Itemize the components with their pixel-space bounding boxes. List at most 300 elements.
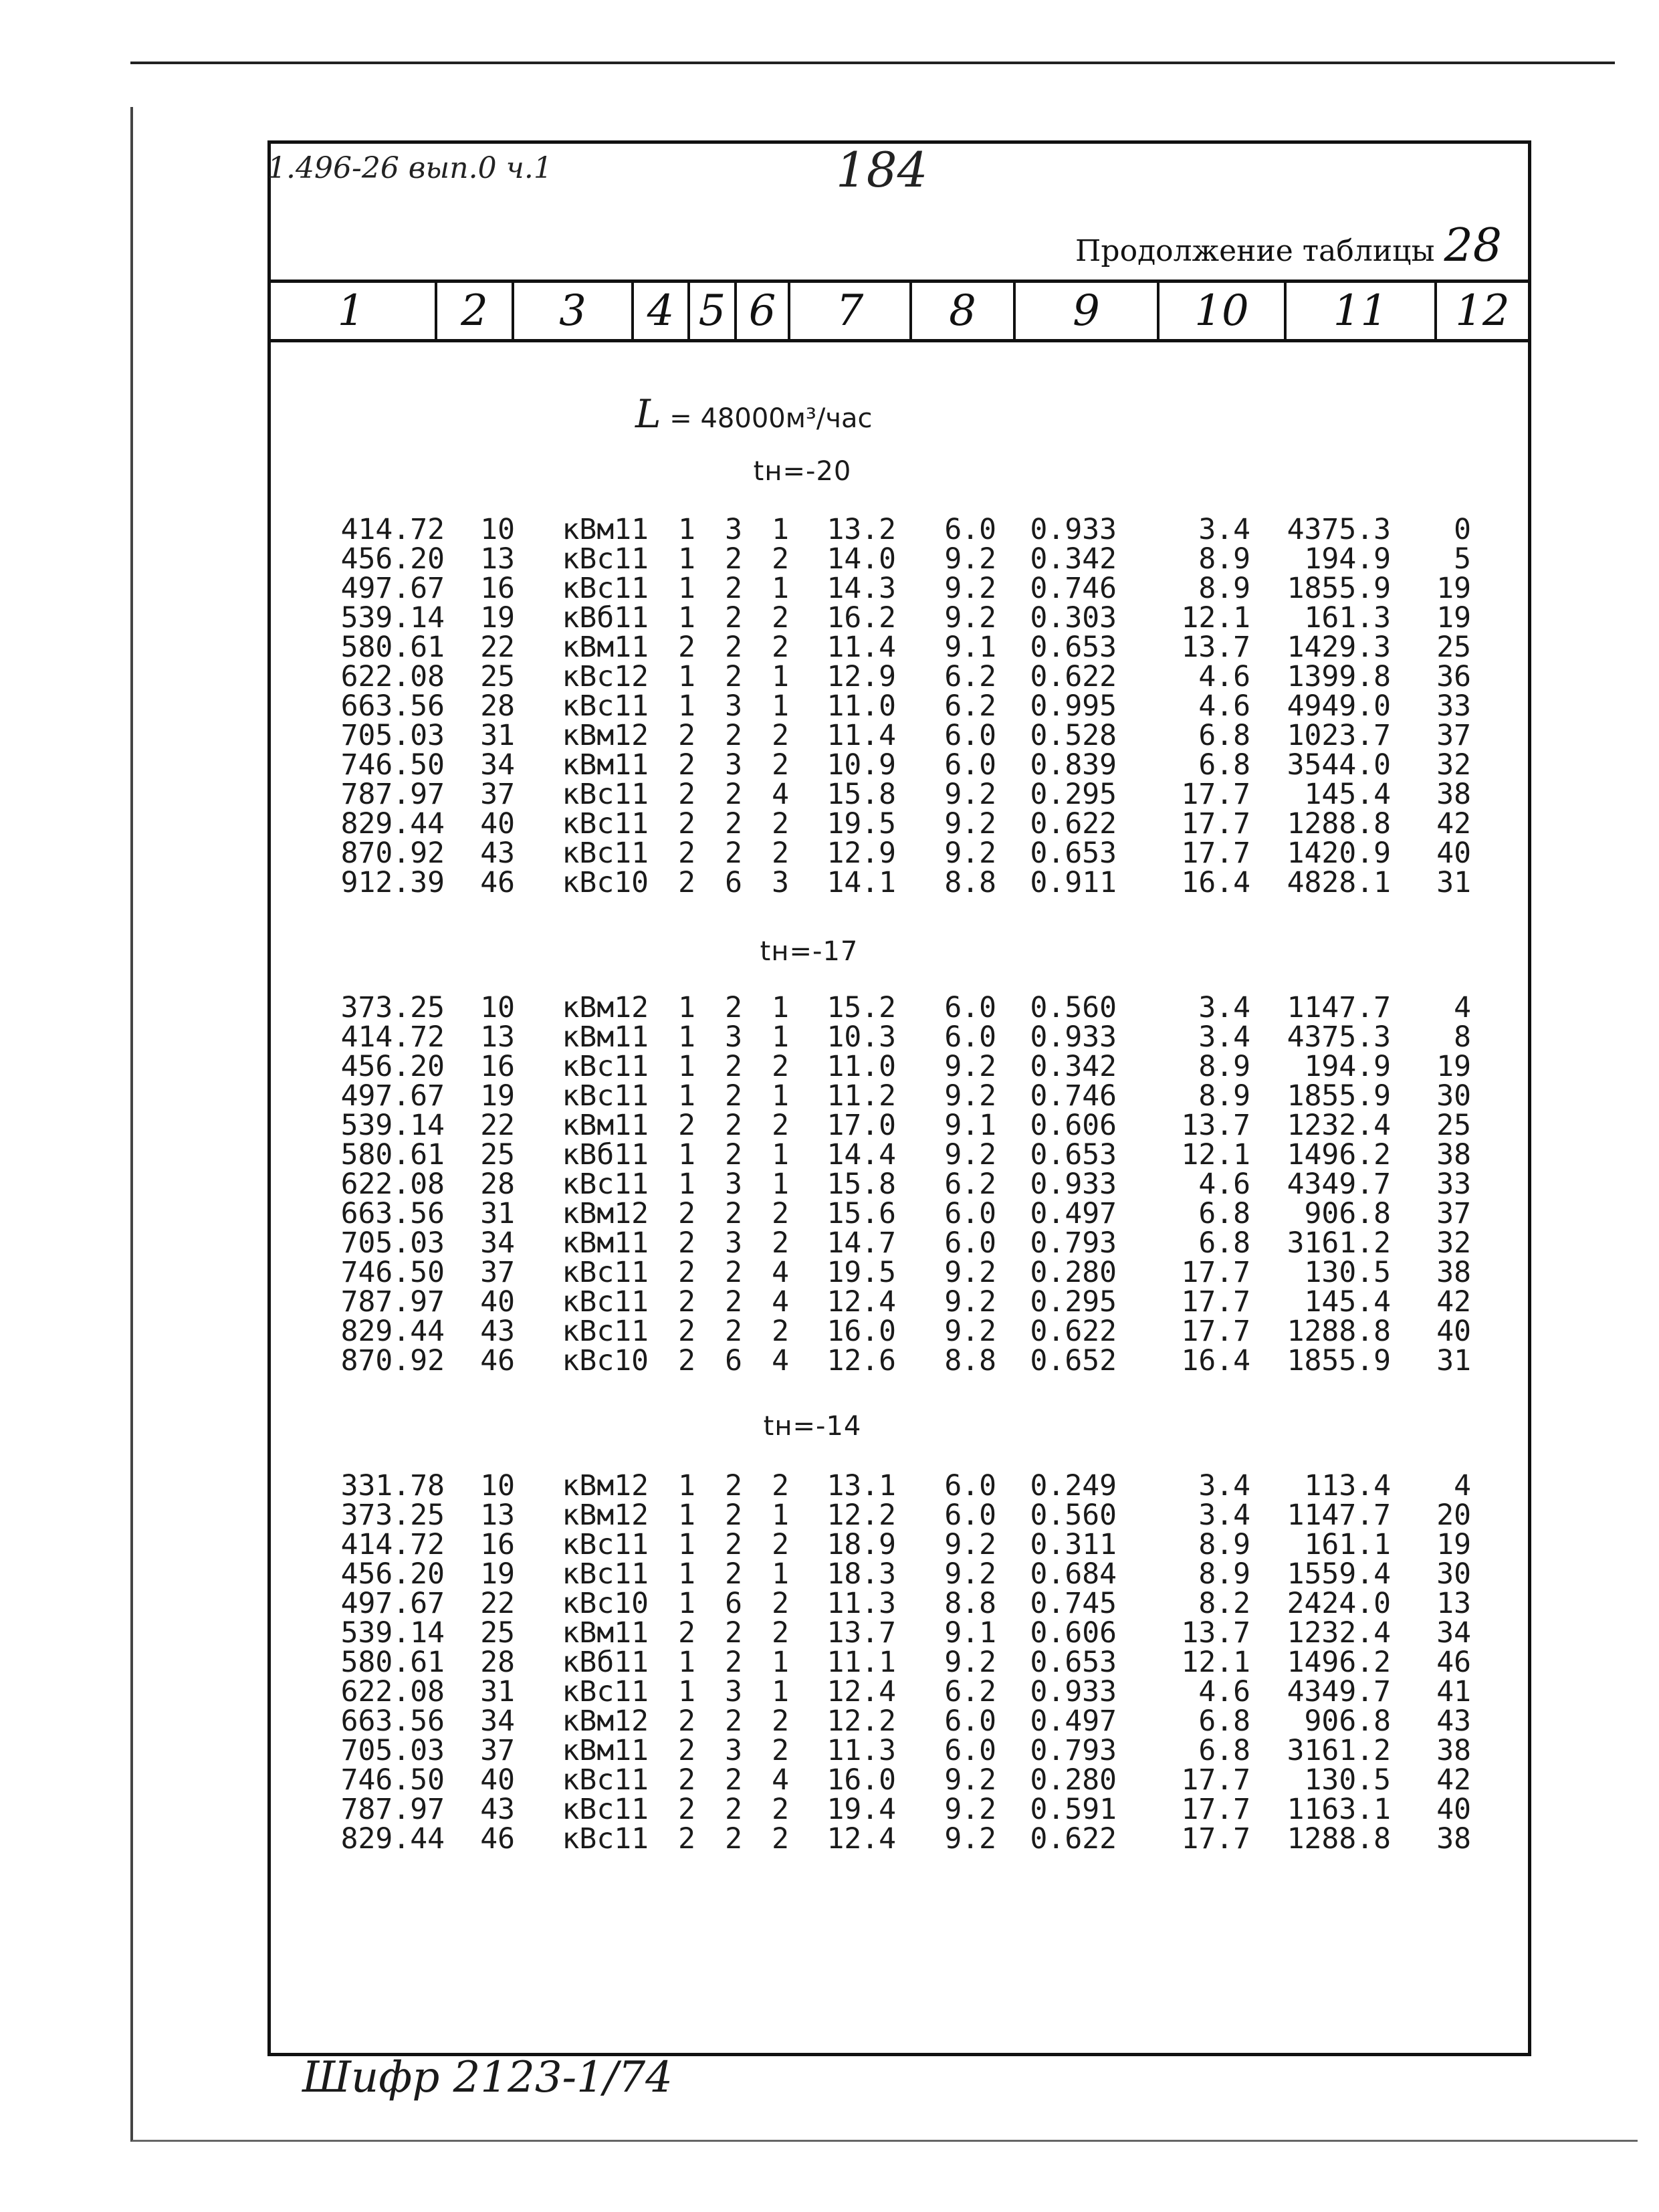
table-cell-col-11: 4349.7 xyxy=(1287,1168,1391,1201)
table-cell-col-3: кВм12 xyxy=(562,1197,649,1230)
table-cell-col-8: 6.0 xyxy=(944,1734,996,1767)
table-cell-col-9: 0.995 xyxy=(1030,689,1117,723)
table-cell-col-5: 6 xyxy=(725,866,742,899)
table-cell-col-3: кВс11 xyxy=(562,1050,649,1083)
table-row xyxy=(301,1589,1471,1618)
table-cell-col-9: 0.591 xyxy=(1030,1793,1117,1826)
table-cell-col-12: 38 xyxy=(1436,1138,1471,1172)
table-cell-col-8: 9.2 xyxy=(944,1256,996,1289)
table-cell-col-2: 10 xyxy=(480,991,515,1024)
table-cell-col-3: кВм12 xyxy=(562,991,649,1024)
table-cell-col-9: 0.497 xyxy=(1030,1704,1117,1738)
table-cell-col-6: 2 xyxy=(772,1226,789,1260)
table-cell-col-7: 12.4 xyxy=(826,1675,896,1708)
table-cell-col-3: кВс11 xyxy=(562,1822,649,1856)
table-cell-col-12: 37 xyxy=(1436,719,1471,752)
table-cell-col-3: кВм12 xyxy=(562,1499,649,1532)
table-cell-col-6: 2 xyxy=(772,1469,789,1503)
table-cell-col-3: кВб11 xyxy=(562,1646,649,1679)
table-cell-col-9: 0.839 xyxy=(1030,748,1117,782)
section-title: tн=-14 xyxy=(763,1411,862,1442)
table-cell-col-12: 41 xyxy=(1436,1675,1471,1708)
table-cell-col-8: 9.2 xyxy=(944,1763,996,1797)
table-cell-col-4: 1 xyxy=(678,1079,695,1113)
table-cell-col-11: 1288.8 xyxy=(1287,1315,1391,1348)
table-cell-col-12: 19 xyxy=(1436,572,1471,605)
table-cell-col-8: 9.1 xyxy=(944,631,996,664)
table-cell-col-8: 6.2 xyxy=(944,1168,996,1201)
table-cell-col-1: 456.20 xyxy=(340,542,445,576)
table-cell-col-1: 580.61 xyxy=(340,631,445,664)
table-cell-col-8: 9.1 xyxy=(944,1616,996,1650)
column-header-6: 6 xyxy=(748,286,776,336)
table-cell-col-7: 11.4 xyxy=(826,631,896,664)
table-cell-col-7: 12.6 xyxy=(826,1344,896,1377)
table-cell-col-5: 2 xyxy=(725,1557,742,1591)
table-cell-col-7: 12.2 xyxy=(826,1499,896,1532)
table-cell-col-9: 0.311 xyxy=(1030,1528,1117,1561)
table-cell-col-6: 1 xyxy=(772,660,789,693)
table-cell-col-10: 3.4 xyxy=(1198,991,1250,1024)
table-cell-col-2: 22 xyxy=(480,631,515,664)
table-cell-col-11: 1147.7 xyxy=(1287,991,1391,1024)
section-title: tн=-17 xyxy=(760,936,859,967)
table-cell-col-4: 2 xyxy=(678,807,695,841)
table-cell-col-4: 2 xyxy=(678,1315,695,1348)
table-cell-col-2: 43 xyxy=(480,1315,515,1348)
table-cell-col-7: 19.5 xyxy=(826,1256,896,1289)
table-cell-col-2: 19 xyxy=(480,601,515,635)
table-cell-col-5: 2 xyxy=(725,1763,742,1797)
table-cell-col-10: 13.7 xyxy=(1181,1616,1250,1650)
table-cell-col-5: 2 xyxy=(725,572,742,605)
page-number: 184 xyxy=(836,142,928,198)
table-cell-col-6: 2 xyxy=(772,1197,789,1230)
table-cell-col-7: 12.9 xyxy=(826,837,896,870)
table-cell-col-7: 18.9 xyxy=(826,1528,896,1561)
airflow-heading xyxy=(635,391,873,437)
table-cell-col-2: 10 xyxy=(480,513,515,546)
table-cell-col-1: 414.72 xyxy=(340,513,445,546)
table-cell-col-1: 373.25 xyxy=(340,1499,445,1532)
table-cell-col-9: 0.560 xyxy=(1030,991,1117,1024)
table-cell-col-5: 2 xyxy=(725,778,742,811)
table-cell-col-3: кВм12 xyxy=(562,719,649,752)
table-cell-col-4: 2 xyxy=(678,1285,695,1319)
table-cell-col-9: 0.560 xyxy=(1030,1499,1117,1532)
table-cell-col-11: 113.4 xyxy=(1304,1469,1391,1503)
table-row xyxy=(301,574,1471,603)
table-cell-col-1: 539.14 xyxy=(340,601,445,635)
table-cell-col-1: 663.56 xyxy=(340,1197,445,1230)
table-row xyxy=(301,633,1471,662)
table-cell-col-12: 38 xyxy=(1436,778,1471,811)
table-cell-col-9: 0.606 xyxy=(1030,1109,1117,1142)
table-body xyxy=(301,993,1471,1375)
table-cell-col-6: 1 xyxy=(772,513,789,546)
table-cell-col-6: 2 xyxy=(772,601,789,635)
table-row xyxy=(301,544,1471,574)
table-cell-col-11: 4949.0 xyxy=(1287,689,1391,723)
table-cell-col-7: 15.6 xyxy=(826,1197,896,1230)
table-cell-col-4: 2 xyxy=(678,837,695,870)
table-cell-col-10: 3.4 xyxy=(1198,1469,1250,1503)
table-cell-col-1: 331.78 xyxy=(340,1469,445,1503)
table-cell-col-2: 46 xyxy=(480,1344,515,1377)
table-cell-col-8: 9.2 xyxy=(944,1793,996,1826)
data-table-section-2 xyxy=(301,993,1471,1375)
table-row xyxy=(301,1287,1471,1317)
table-cell-col-2: 31 xyxy=(480,719,515,752)
table-row xyxy=(301,1022,1471,1052)
table-cell-col-7: 11.2 xyxy=(826,1079,896,1113)
table-cell-col-1: 373.25 xyxy=(340,991,445,1024)
table-cell-col-8: 9.2 xyxy=(944,1315,996,1348)
column-header-1: 1 xyxy=(337,286,365,336)
table-cell-col-5: 3 xyxy=(725,513,742,546)
table-cell-col-11: 906.8 xyxy=(1304,1704,1391,1738)
table-cell-col-11: 3161.2 xyxy=(1287,1226,1391,1260)
table-cell-col-2: 13 xyxy=(480,542,515,576)
table-cell-col-4: 2 xyxy=(678,1109,695,1142)
table-cell-col-2: 25 xyxy=(480,1616,515,1650)
table-cell-col-11: 145.4 xyxy=(1304,1285,1391,1319)
table-cell-col-2: 28 xyxy=(480,689,515,723)
table-cell-col-9: 0.497 xyxy=(1030,1197,1117,1230)
table-cell-col-7: 15.2 xyxy=(826,991,896,1024)
table-cell-col-3: кВм12 xyxy=(562,1704,649,1738)
table-row xyxy=(301,1677,1471,1706)
table-cell-col-7: 19.5 xyxy=(826,807,896,841)
table-cell-col-5: 2 xyxy=(725,1646,742,1679)
table-cell-col-9: 0.933 xyxy=(1030,1168,1117,1201)
table-cell-col-5: 2 xyxy=(725,1528,742,1561)
table-cell-col-10: 17.7 xyxy=(1181,1315,1250,1348)
table-cell-col-8: 9.2 xyxy=(944,1079,996,1113)
table-cell-col-9: 0.280 xyxy=(1030,1256,1117,1289)
column-header-9: 9 xyxy=(1073,286,1100,336)
table-cell-col-2: 28 xyxy=(480,1168,515,1201)
table-row xyxy=(301,1795,1471,1824)
table-cell-col-5: 2 xyxy=(725,1822,742,1856)
table-cell-col-4: 2 xyxy=(678,1197,695,1230)
table-cell-col-11: 1429.3 xyxy=(1287,631,1391,664)
table-cell-col-6: 1 xyxy=(772,991,789,1024)
table-cell-col-2: 22 xyxy=(480,1587,515,1620)
table-cell-col-2: 25 xyxy=(480,1138,515,1172)
table-cell-col-8: 9.2 xyxy=(944,1050,996,1083)
table-row xyxy=(301,515,1471,544)
table-cell-col-12: 36 xyxy=(1436,660,1471,693)
table-row xyxy=(301,1471,1471,1501)
table-cell-col-11: 1496.2 xyxy=(1287,1138,1391,1172)
table-cell-col-3: кВс11 xyxy=(562,1675,649,1708)
table-cell-col-1: 414.72 xyxy=(340,1020,445,1054)
top-edge-rule xyxy=(130,62,1615,64)
table-cell-col-3: кВм11 xyxy=(562,631,649,664)
table-cell-col-2: 31 xyxy=(480,1675,515,1708)
table-cell-col-10: 6.8 xyxy=(1198,1226,1250,1260)
table-cell-col-12: 43 xyxy=(1436,1704,1471,1738)
table-cell-col-7: 19.4 xyxy=(826,1793,896,1826)
column-header-5: 5 xyxy=(698,286,726,336)
table-cell-col-2: 43 xyxy=(480,1793,515,1826)
table-cell-col-2: 19 xyxy=(480,1557,515,1591)
table-cell-col-12: 32 xyxy=(1436,748,1471,782)
table-cell-col-10: 6.8 xyxy=(1198,1704,1250,1738)
table-cell-col-3: кВм11 xyxy=(562,1734,649,1767)
table-number: 28 xyxy=(1444,219,1502,272)
table-cell-col-11: 1147.7 xyxy=(1287,1499,1391,1532)
table-cell-col-1: 705.03 xyxy=(340,719,445,752)
table-cell-col-12: 19 xyxy=(1436,601,1471,635)
table-cell-col-1: 829.44 xyxy=(340,1822,445,1856)
table-cell-col-7: 10.3 xyxy=(826,1020,896,1054)
table-cell-col-3: кВб11 xyxy=(562,1138,649,1172)
table-cell-col-10: 17.7 xyxy=(1181,837,1250,870)
table-cell-col-3: кВс11 xyxy=(562,837,649,870)
document-code: 1.496-26 вып.0 ч.1 xyxy=(267,151,552,185)
table-cell-col-5: 3 xyxy=(725,1168,742,1201)
table-cell-col-1: 829.44 xyxy=(340,1315,445,1348)
table-row xyxy=(301,1081,1471,1111)
table-cell-col-7: 14.0 xyxy=(826,542,896,576)
table-cell-col-10: 4.6 xyxy=(1198,689,1250,723)
table-cell-col-7: 16.2 xyxy=(826,601,896,635)
table-cell-col-2: 40 xyxy=(480,1763,515,1797)
table-cell-col-10: 17.7 xyxy=(1181,1256,1250,1289)
table-cell-col-6: 2 xyxy=(772,631,789,664)
table-cell-col-3: кВс11 xyxy=(562,572,649,605)
table-cell-col-4: 1 xyxy=(678,1020,695,1054)
column-header-7: 7 xyxy=(836,286,864,336)
table-row xyxy=(301,780,1471,809)
table-cell-col-9: 0.342 xyxy=(1030,542,1117,576)
table-cell-col-7: 12.4 xyxy=(826,1822,896,1856)
table-cell-col-10: 4.6 xyxy=(1198,1675,1250,1708)
table-cell-col-1: 705.03 xyxy=(340,1734,445,1767)
table-continuation-label: Продолжение таблицы xyxy=(1075,234,1435,268)
table-cell-col-4: 1 xyxy=(678,1557,695,1591)
table-cell-col-11: 1496.2 xyxy=(1287,1646,1391,1679)
table-cell-col-3: кВм11 xyxy=(562,748,649,782)
table-cell-col-2: 46 xyxy=(480,1822,515,1856)
table-cell-col-4: 1 xyxy=(678,513,695,546)
table-cell-col-5: 2 xyxy=(725,1285,742,1319)
column-header-row xyxy=(267,280,1528,342)
table-cell-col-12: 13 xyxy=(1436,1587,1471,1620)
table-cell-col-11: 2424.0 xyxy=(1287,1587,1391,1620)
table-row xyxy=(301,691,1471,721)
table-cell-col-7: 14.3 xyxy=(826,572,896,605)
table-cell-col-2: 13 xyxy=(480,1499,515,1532)
table-cell-col-8: 6.0 xyxy=(944,1020,996,1054)
table-cell-col-7: 13.1 xyxy=(826,1469,896,1503)
table-row xyxy=(301,868,1471,897)
table-cell-col-10: 8.9 xyxy=(1198,542,1250,576)
table-cell-col-11: 4375.3 xyxy=(1287,1020,1391,1054)
column-header-10: 10 xyxy=(1194,286,1249,336)
table-cell-col-11: 194.9 xyxy=(1304,542,1391,576)
table-cell-col-5: 2 xyxy=(725,1616,742,1650)
table-cell-col-7: 12.4 xyxy=(826,1285,896,1319)
table-cell-col-9: 0.746 xyxy=(1030,572,1117,605)
column-header-12: 12 xyxy=(1455,286,1510,336)
table-cell-col-4: 1 xyxy=(678,1050,695,1083)
table-cell-col-7: 11.0 xyxy=(826,689,896,723)
table-cell-col-6: 1 xyxy=(772,1499,789,1532)
table-cell-col-8: 6.0 xyxy=(944,1226,996,1260)
table-cell-col-8: 9.2 xyxy=(944,1285,996,1319)
table-cell-col-12: 31 xyxy=(1436,866,1471,899)
table-cell-col-1: 829.44 xyxy=(340,807,445,841)
table-cell-col-9: 0.911 xyxy=(1030,866,1117,899)
table-cell-col-7: 18.3 xyxy=(826,1557,896,1591)
table-cell-col-3: кВс10 xyxy=(562,1587,649,1620)
table-row xyxy=(301,721,1471,750)
table-cell-col-8: 9.2 xyxy=(944,1646,996,1679)
table-row xyxy=(301,1706,1471,1736)
table-cell-col-11: 4349.7 xyxy=(1287,1675,1391,1708)
table-cell-col-4: 2 xyxy=(678,1256,695,1289)
column-header-2: 2 xyxy=(461,286,488,336)
table-cell-col-3: кВс11 xyxy=(562,1793,649,1826)
table-cell-col-6: 4 xyxy=(772,1256,789,1289)
table-cell-col-8: 6.0 xyxy=(944,1469,996,1503)
table-cell-col-8: 6.0 xyxy=(944,719,996,752)
table-cell-col-10: 17.7 xyxy=(1181,1763,1250,1797)
table-cell-col-2: 34 xyxy=(480,1704,515,1738)
table-cell-col-10: 8.2 xyxy=(1198,1587,1250,1620)
table-cell-col-10: 12.1 xyxy=(1181,1646,1250,1679)
table-cell-col-9: 0.303 xyxy=(1030,601,1117,635)
table-row xyxy=(301,1258,1471,1287)
table-cell-col-5: 3 xyxy=(725,1226,742,1260)
table-cell-col-11: 906.8 xyxy=(1304,1197,1391,1230)
table-row xyxy=(301,1111,1471,1140)
table-row xyxy=(301,1170,1471,1199)
table-cell-col-2: 34 xyxy=(480,748,515,782)
table-cell-col-7: 13.7 xyxy=(826,1616,896,1650)
table-cell-col-8: 9.2 xyxy=(944,807,996,841)
table-cell-col-12: 5 xyxy=(1454,542,1471,576)
table-row xyxy=(301,1765,1471,1795)
table-cell-col-11: 1855.9 xyxy=(1287,1079,1391,1113)
table-cell-col-9: 0.622 xyxy=(1030,660,1117,693)
table-cell-col-4: 1 xyxy=(678,572,695,605)
table-cell-col-11: 1023.7 xyxy=(1287,719,1391,752)
table-cell-col-3: кВс11 xyxy=(562,1256,649,1289)
table-cell-col-6: 1 xyxy=(772,1020,789,1054)
table-cell-col-12: 40 xyxy=(1436,837,1471,870)
table-row xyxy=(301,1824,1471,1854)
table-row xyxy=(301,1501,1471,1530)
column-header-8: 8 xyxy=(949,286,976,336)
table-cell-col-3: кВс10 xyxy=(562,1344,649,1377)
table-cell-col-5: 2 xyxy=(725,1050,742,1083)
table-cell-col-8: 9.2 xyxy=(944,778,996,811)
table-cell-col-4: 1 xyxy=(678,1138,695,1172)
table-row xyxy=(301,1052,1471,1081)
table-row xyxy=(301,1346,1471,1375)
table-cell-col-4: 2 xyxy=(678,1616,695,1650)
table-cell-col-9: 0.745 xyxy=(1030,1587,1117,1620)
table-cell-col-4: 2 xyxy=(678,1793,695,1826)
table-cell-col-4: 2 xyxy=(678,866,695,899)
table-cell-col-9: 0.933 xyxy=(1030,1020,1117,1054)
table-cell-col-12: 30 xyxy=(1436,1557,1471,1591)
table-cell-col-12: 19 xyxy=(1436,1050,1471,1083)
table-cell-col-4: 2 xyxy=(678,1763,695,1797)
table-cell-col-9: 0.652 xyxy=(1030,1344,1117,1377)
table-cell-col-10: 6.8 xyxy=(1198,1734,1250,1767)
table-cell-col-8: 9.2 xyxy=(944,601,996,635)
table-cell-col-6: 1 xyxy=(772,1646,789,1679)
table-cell-col-6: 2 xyxy=(772,719,789,752)
table-cell-col-3: кВс11 xyxy=(562,778,649,811)
table-row xyxy=(301,809,1471,839)
table-cell-col-11: 130.5 xyxy=(1304,1763,1391,1797)
table-cell-col-11: 1288.8 xyxy=(1287,807,1391,841)
table-cell-col-12: 40 xyxy=(1436,1315,1471,1348)
table-cell-col-9: 0.295 xyxy=(1030,1285,1117,1319)
table-cell-col-9: 0.622 xyxy=(1030,807,1117,841)
table-cell-col-7: 11.3 xyxy=(826,1587,896,1620)
table-cell-col-6: 2 xyxy=(772,1734,789,1767)
table-cell-col-6: 2 xyxy=(772,1822,789,1856)
table-cell-col-9: 0.933 xyxy=(1030,1675,1117,1708)
table-cell-col-9: 0.793 xyxy=(1030,1734,1117,1767)
table-cell-col-5: 2 xyxy=(725,1469,742,1503)
table-cell-col-9: 0.528 xyxy=(1030,719,1117,752)
table-cell-col-7: 10.9 xyxy=(826,748,896,782)
table-cell-col-9: 0.933 xyxy=(1030,513,1117,546)
table-cell-col-6: 2 xyxy=(772,748,789,782)
table-cell-col-12: 4 xyxy=(1454,1469,1471,1503)
table-cell-col-10: 3.4 xyxy=(1198,1020,1250,1054)
table-cell-col-7: 16.0 xyxy=(826,1315,896,1348)
table-cell-col-1: 497.67 xyxy=(340,1587,445,1620)
table-cell-col-12: 42 xyxy=(1436,807,1471,841)
table-cell-col-10: 17.7 xyxy=(1181,778,1250,811)
table-cell-col-3: кВс11 xyxy=(562,1763,649,1797)
table-cell-col-3: кВс12 xyxy=(562,660,649,693)
table-cell-col-1: 787.97 xyxy=(340,778,445,811)
table-cell-col-5: 3 xyxy=(725,1020,742,1054)
table-cell-col-5: 2 xyxy=(725,991,742,1024)
table-cell-col-10: 16.4 xyxy=(1181,1344,1250,1377)
table-cell-col-12: 4 xyxy=(1454,991,1471,1024)
table-cell-col-6: 2 xyxy=(772,1587,789,1620)
table-cell-col-7: 14.1 xyxy=(826,866,896,899)
table-cell-col-8: 8.8 xyxy=(944,1587,996,1620)
table-cell-col-11: 194.9 xyxy=(1304,1050,1391,1083)
table-cell-col-11: 130.5 xyxy=(1304,1256,1391,1289)
table-cell-col-7: 15.8 xyxy=(826,778,896,811)
table-cell-col-9: 0.342 xyxy=(1030,1050,1117,1083)
table-cell-col-11: 1420.9 xyxy=(1287,837,1391,870)
table-cell-col-7: 12.9 xyxy=(826,660,896,693)
table-cell-col-3: кВм11 xyxy=(562,1226,649,1260)
table-cell-col-8: 9.2 xyxy=(944,837,996,870)
table-cell-col-11: 3161.2 xyxy=(1287,1734,1391,1767)
table-cell-col-9: 0.684 xyxy=(1030,1557,1117,1591)
table-cell-col-1: 414.72 xyxy=(340,1528,445,1561)
table-cell-col-5: 2 xyxy=(725,660,742,693)
table-cell-col-4: 2 xyxy=(678,719,695,752)
table-row xyxy=(301,1530,1471,1559)
table-cell-col-12: 33 xyxy=(1436,1168,1471,1201)
